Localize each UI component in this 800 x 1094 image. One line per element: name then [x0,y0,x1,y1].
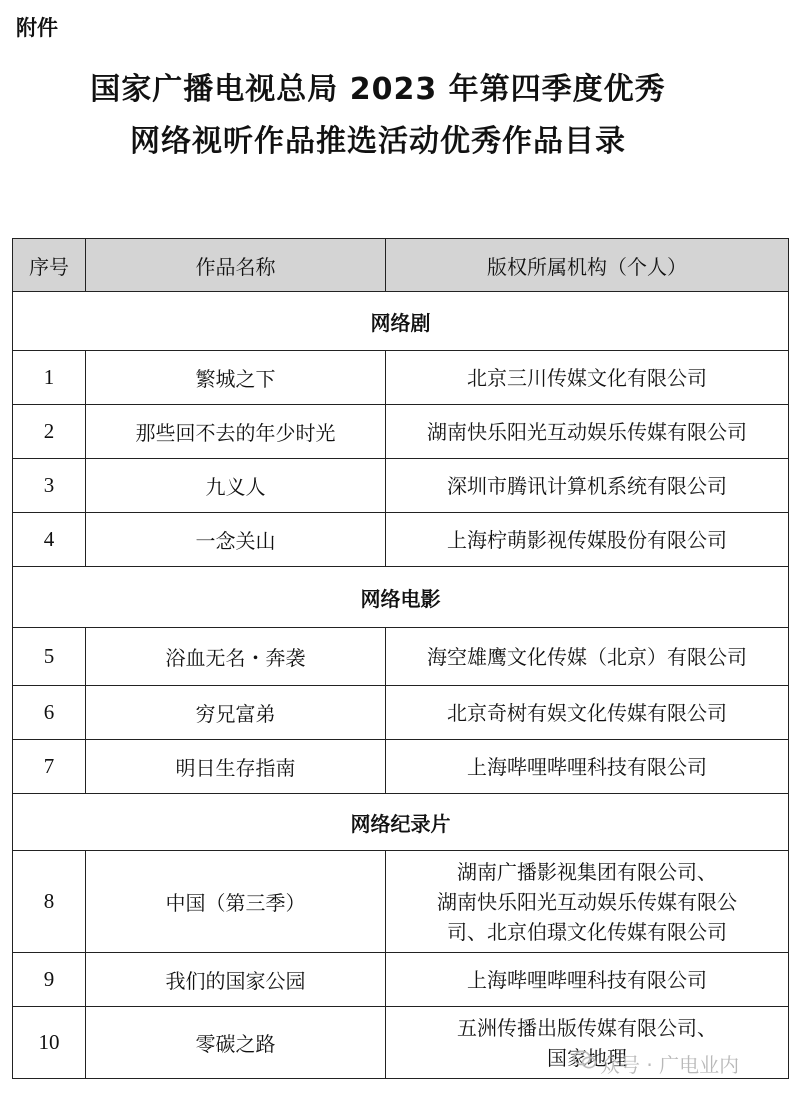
owner-name: 上海柠萌影视传媒股份有限公司 [386,513,789,567]
owner-name: 北京奇树有娱文化传媒有限公司 [386,686,789,740]
section-heading: 网络剧 [13,292,789,351]
owner-line: 五洲传播出版传媒有限公司、 [457,1015,717,1040]
document-title-line-1: 国家广播电视总局 2023 年第四季度优秀 [90,72,666,107]
work-title: 繁城之下 [86,351,386,405]
work-title: 零碳之路 [86,1007,386,1079]
table-row [13,628,789,686]
row-number: 7 [13,740,86,794]
row-number: 3 [13,459,86,513]
work-title: 我们的国家公园 [86,953,386,1007]
owner-line: 国家地理 [547,1045,627,1070]
table-row [13,405,789,459]
document-title-line-2: 网络视听作品推选活动优秀作品目录 [130,124,626,159]
owner-line: 湖南广播影视集团有限公司、 [457,859,717,884]
row-number: 1 [13,351,86,405]
work-title: 那些回不去的年少时光 [86,405,386,459]
section-heading: 网络纪录片 [13,794,789,851]
table-row [13,851,789,953]
table-row [13,351,789,405]
row-number: 8 [13,851,86,953]
row-number: 4 [13,513,86,567]
owner-line: 湖南快乐阳光互动娱乐传媒有限公 [437,889,737,914]
table-row [13,740,789,794]
work-title: 一念关山 [86,513,386,567]
owner-name: 上海哔哩哔哩科技有限公司 [386,740,789,794]
owner-name: 北京三川传媒文化有限公司 [386,351,789,405]
header-owner: 版权所属机构（个人） [386,239,789,292]
section-heading: 网络电影 [13,567,789,628]
table-row [13,513,789,567]
row-number: 10 [13,1007,86,1079]
table-row [13,953,789,1007]
work-title: 浴血无名・奔袭 [86,628,386,686]
header-number: 序号 [13,239,86,292]
work-title: 九义人 [86,459,386,513]
owner-name: 湖南快乐阳光互动娱乐传媒有限公司 [386,405,789,459]
work-title: 穷兄富弟 [86,686,386,740]
row-number: 2 [13,405,86,459]
works-table [12,238,789,1079]
watermark-text: 众号 · 广电业内 [600,1053,740,1077]
work-title: 明日生存指南 [86,740,386,794]
header-title: 作品名称 [86,239,386,292]
work-title: 中国（第三季） [86,851,386,953]
owner-name: 海空雄鹰文化传媒（北京）有限公司 [386,628,789,686]
table-row [13,686,789,740]
attachment-label: 附件 [16,16,58,40]
row-number: 9 [13,953,86,1007]
table-header-row [13,239,789,292]
owner-name [386,851,789,953]
row-number: 6 [13,686,86,740]
owner-line: 司、北京伯璟文化传媒有限公司 [447,919,727,944]
row-number: 5 [13,628,86,686]
owner-name: 上海哔哩哔哩科技有限公司 [386,953,789,1007]
table-row [13,459,789,513]
owner-name: 深圳市腾讯计算机系统有限公司 [386,459,789,513]
wechat-icon [573,1049,597,1071]
